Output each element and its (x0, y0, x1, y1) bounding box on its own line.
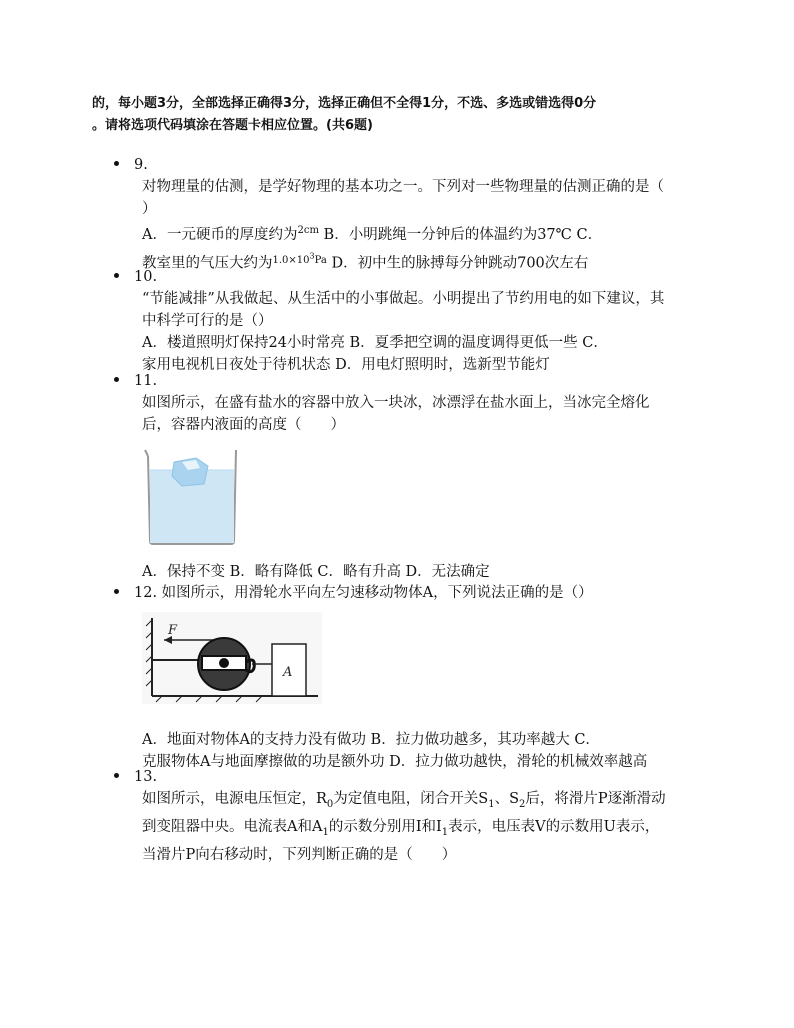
force-label: F (168, 623, 178, 638)
stem-text: 如图所示，用滑轮水平向左匀速移动物体A，下列说法正确的是（） (161, 585, 593, 601)
question-stem (120, 288, 710, 376)
stem-line-2: ） (142, 201, 157, 217)
instructions-line-2: 。请将选项代码填涂在答题卡相应位置。(共6题) (92, 118, 373, 133)
subscript: 1 (322, 826, 329, 838)
subscript: 1 (441, 826, 449, 838)
question-number: 10. (134, 269, 158, 285)
question-number: 13. (134, 769, 158, 785)
value-exponent: 3 (309, 251, 315, 261)
options-line-1: A．地面对物体A的支持力没有做功 B．拉力做功越多，其功率越大 C． (142, 732, 600, 748)
bullet-icon (114, 773, 119, 778)
options-line-1: A．楼道照明灯保持24小时常亮 B．夏季把空调的温度调得更低一些 C． (142, 335, 608, 351)
question-12 (120, 582, 710, 773)
section-instructions (92, 93, 712, 137)
stem-line-1 (142, 788, 710, 816)
options-line: A．保持不变 B．略有降低 C．略有升高 D．无法确定 (142, 564, 490, 580)
options-line-2: 家用电视机日夜处于待机状态 D．用电灯照明时，选新型节能灯 (142, 357, 550, 373)
stem-line-1: 如图所示，在盛有盐水的容器中放入一块冰，冰漂浮在盐水面上，当冰完全熔化 (142, 395, 650, 411)
bullet-icon (114, 161, 119, 166)
stem-text: 如图所示，电源电压恒定，R (142, 791, 327, 807)
question-number: 12. (134, 585, 158, 601)
question-stem-line-1 (120, 582, 710, 604)
question-10 (120, 266, 710, 376)
value-base: 1.0×10 (272, 255, 310, 267)
bullet-icon (114, 377, 119, 382)
question-number: 9. (134, 157, 148, 173)
stem-text: 为定值电阻，闭合开关S (333, 791, 489, 807)
stem-line-2: 中科学可行的是（） (142, 313, 273, 329)
value-unit: Pa (314, 255, 327, 267)
question-9 (120, 154, 710, 274)
stem-text: 后，将滑片P逐渐滑动 (525, 791, 666, 807)
subscript: 0 (326, 798, 334, 810)
question-stem (120, 788, 710, 866)
subscript: 2 (519, 798, 526, 810)
stem-line-2: 后，容器内液面的高度（ ） (142, 417, 345, 433)
question-number: 11. (134, 373, 158, 389)
options-line-2: 克服物体A与地面摩擦做的功是额外功 D．拉力做功越快，滑轮的机械效率越高 (142, 754, 648, 770)
options-line-1 (142, 220, 710, 246)
stem-text: 表示，电压表V的示数用U表示， (448, 818, 660, 835)
pulley-figure (142, 612, 322, 704)
stem-line-1: “节能减排”从我做起、从生活中的小事做起。小明提出了节约用电的如下建议，其 (142, 291, 665, 307)
option-a-text: A．一元硬币的厚度约为 (142, 226, 298, 243)
subscript: 1 (488, 798, 495, 810)
instructions-line-1: 的，每小题3分，全部选择正确得3分，选择正确但不全得1分，不选、多选或错选得0分 (92, 96, 597, 111)
option-c-text: 教室里的气压大约为 (142, 255, 273, 272)
question-stem (120, 176, 710, 274)
option-b-text: B．小明跳绳一分钟后的体温约为37℃ C． (318, 226, 603, 243)
stem-text: 到变阻器中央。电流表A和A (142, 818, 323, 835)
stem-line-1: 对物理量的估测，是学好物理的基本功之一。下列对一些物理量的估测正确的是（ (142, 179, 664, 195)
question-11 (120, 370, 710, 583)
block-a-label: A (283, 665, 293, 680)
pulley-axle (219, 658, 229, 668)
option-d-text: D．初中生的脉搏每分钟跳动700次左右 (326, 255, 589, 272)
stem-line-2 (142, 816, 710, 844)
beaker-ice-figure (142, 444, 242, 548)
option-a-value: 2cm (297, 225, 319, 236)
beaker-spout (145, 450, 148, 456)
option-c-value (272, 251, 327, 267)
question-13 (120, 766, 710, 866)
bullet-icon (114, 589, 119, 594)
question-stem (120, 392, 710, 436)
stem-text: 、S (494, 791, 520, 807)
bullet-icon (114, 273, 119, 278)
stem-text: 的示数分别用I和I (328, 818, 442, 835)
stem-line-3: 当滑片P向右移动时，下列判断正确的是（ ） (142, 846, 457, 863)
